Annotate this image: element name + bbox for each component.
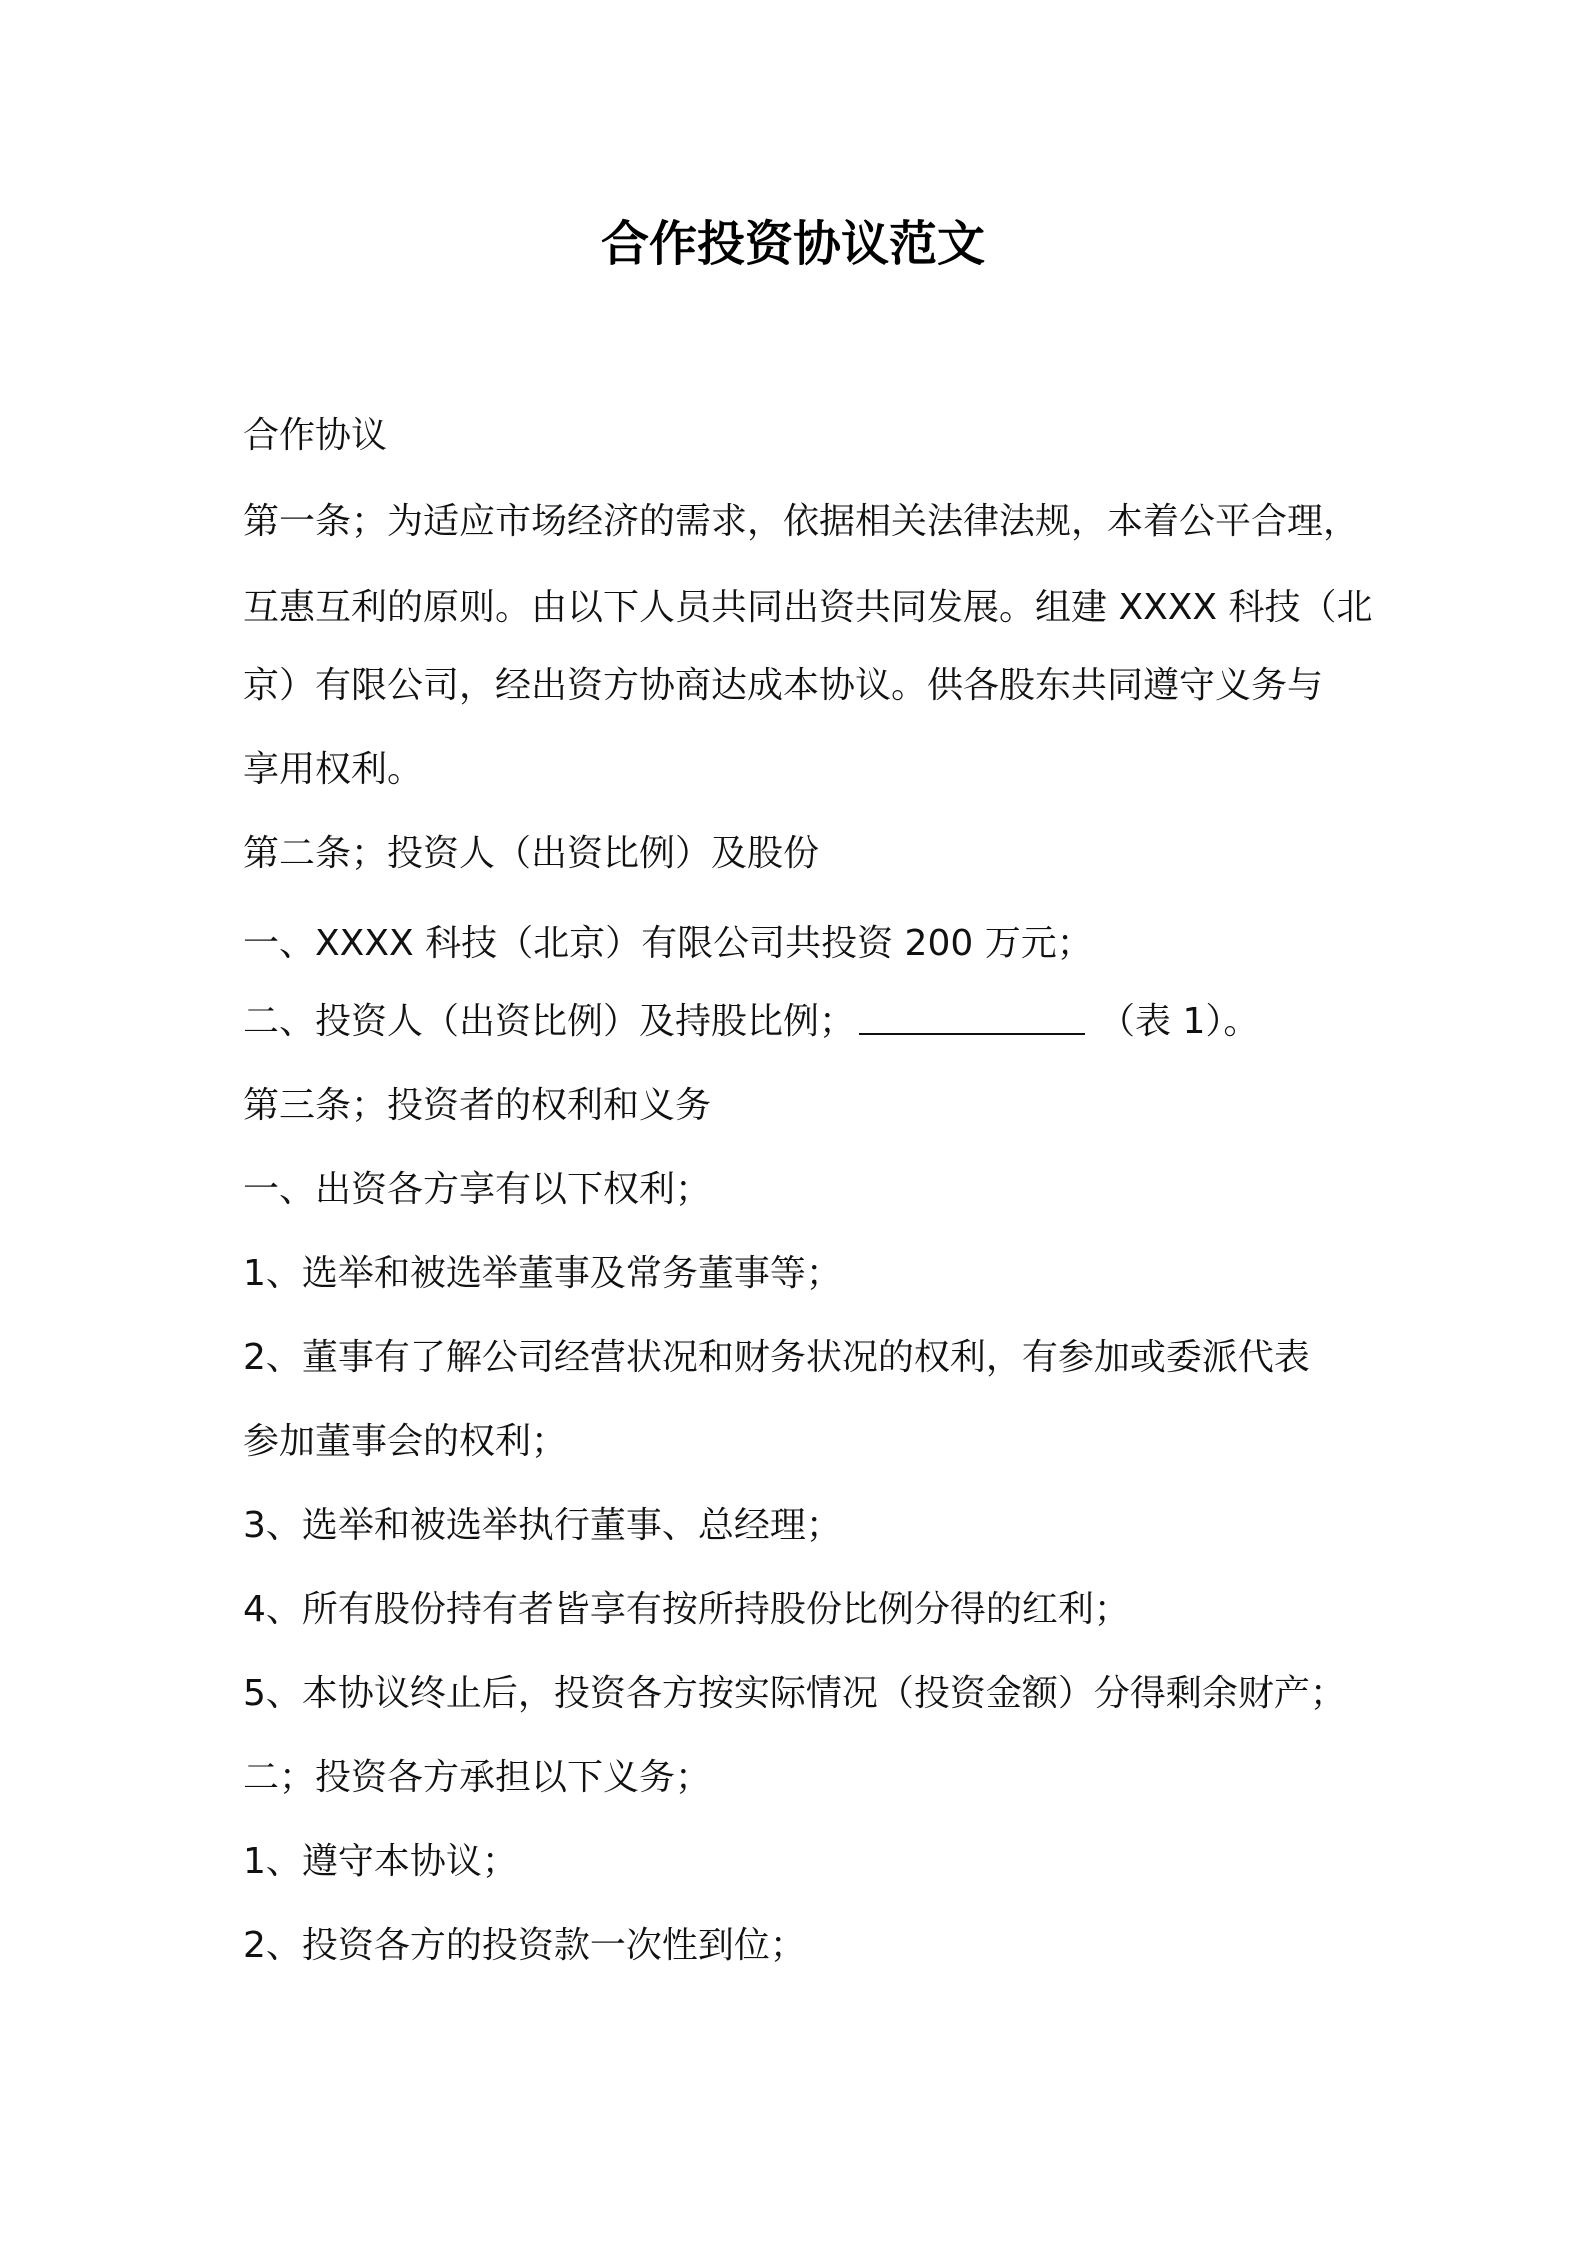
document-title: 合作投资协议范文 xyxy=(600,216,985,272)
rights-item-5: 5、本协议终止后，投资各方按实际情况（投资金额）分得剩余财产； xyxy=(243,1673,1346,1714)
rights-item-1: 1、选举和被选举董事及常务董事等； xyxy=(243,1253,842,1294)
section-heading-agreement: 合作协议 xyxy=(243,415,388,456)
rights-item-2-line-2: 参加董事会的权利； xyxy=(243,1421,568,1462)
obligations-item-2: 2、投资各方的投资款一次性到位； xyxy=(243,1925,806,1966)
article-1-line-1: 第一条；为适应市场经济的需求，依据相关法律法规，本着公平合理， xyxy=(243,501,1360,542)
rights-heading: 一、出资各方享有以下权利； xyxy=(243,1169,712,1210)
article-2-item-2 xyxy=(243,998,1383,1046)
article-2-item-2-suffix: （表 1）。 xyxy=(1099,1001,1260,1042)
article-2-item-2-text: 二、投资人（出资比例）及持股比例； xyxy=(243,1001,856,1042)
obligations-heading: 二；投资各方承担以下义务； xyxy=(243,1757,712,1798)
obligations-item-1: 1、遵守本协议； xyxy=(243,1841,518,1882)
rights-item-4: 4、所有股份持有者皆享有按所持股份比例分得的红利； xyxy=(243,1589,1130,1630)
article-2-heading: 第二条；投资人（出资比例）及股份 xyxy=(243,833,820,874)
rights-item-2-line-1: 2、董事有了解公司经营状况和财务状况的权利，有参加或委派代表 xyxy=(243,1337,1310,1378)
fill-in-blank xyxy=(859,1001,1085,1035)
article-1-line-3: 京）有限公司，经出资方协商达成本协议。供各股东共同遵守义务与 xyxy=(243,665,1324,706)
article-1-line-2: 互惠互利的原则。由以下人员共同出资共同发展。组建 XXXX 科技（北 xyxy=(243,587,1373,628)
rights-item-3: 3、选举和被选举执行董事、总经理； xyxy=(243,1505,842,1546)
article-2-item-1: 一、XXXX 科技（北京）有限公司共投资 200 万元； xyxy=(243,923,1093,964)
article-3-heading: 第三条；投资者的权利和义务 xyxy=(243,1085,712,1126)
article-1-line-4: 享用权利。 xyxy=(243,749,424,790)
